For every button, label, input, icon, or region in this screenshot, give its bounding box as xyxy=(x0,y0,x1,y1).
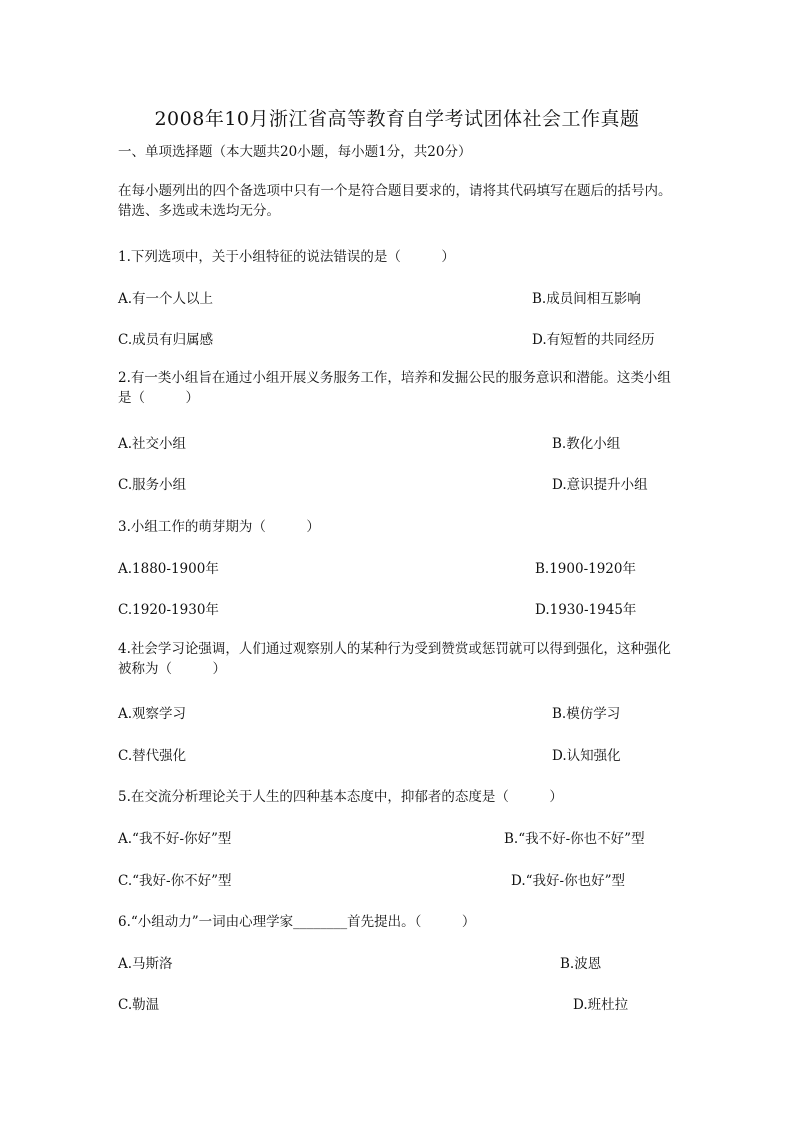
question-2-option-a: A.社交小组 xyxy=(118,436,187,452)
question-1-stem: 1.下列选项中，关于小组特征的说法错误的是（ ） xyxy=(118,249,455,265)
section-heading: 一、单项选择题（本大题共20小题，每小题1分，共20分） xyxy=(118,144,472,160)
question-4-stem: 4.社会学习论强调，人们通过观察别人的某种行为受到赞赏或惩罚就可以得到强化，这种强化被称为（ ） xyxy=(118,641,671,677)
question-4-option-c: C.替代强化 xyxy=(118,748,187,764)
question-1-option-a: A.有一个人以上 xyxy=(118,291,214,307)
question-6-option-d: D.班杜拉 xyxy=(573,997,629,1013)
question-3-option-d: D.1930-1945年 xyxy=(535,602,637,618)
question-3-option-c: C.1920-1930年 xyxy=(118,602,219,618)
question-4-option-b: B.模仿学习 xyxy=(552,706,621,722)
question-5-option-d: D.“我好-你也好”型 xyxy=(511,873,625,889)
question-6-option-c: C.勒温 xyxy=(118,997,160,1013)
question-2-stem: 2.有一类小组旨在通过小组开展义务服务工作，培养和发掘公民的服务意识和潜能。这类小组是（ ） xyxy=(118,370,671,406)
question-3-option-b: B.1900-1920年 xyxy=(535,561,636,577)
question-2-option-c: C.服务小组 xyxy=(118,477,187,493)
question-6-option-b: B.波恩 xyxy=(560,956,602,972)
question-1-option-c: C.成员有归属感 xyxy=(118,332,214,348)
question-3-stem: 3.小组工作的萌芽期为（ ） xyxy=(118,519,320,535)
question-2-option-b: B.教化小组 xyxy=(552,436,621,452)
question-5-option-b: B.“我不好-你也不好”型 xyxy=(504,831,645,847)
question-5-stem: 5.在交流分析理论关于人生的四种基本态度中，抑郁者的态度是（ ） xyxy=(118,789,563,805)
question-5-option-c: C.“我好-你不好”型 xyxy=(118,873,232,889)
question-5-option-a: A.“我不好-你好”型 xyxy=(118,831,232,847)
question-6-stem: 6.“小组动力”一词由心理学家________首先提出。（ ） xyxy=(118,914,476,930)
page-title: 2008年10月浙江省高等教育自学考试团体社会工作真题 xyxy=(154,108,640,130)
question-6-option-a: A.马斯洛 xyxy=(118,956,173,972)
instructions: 在每小题列出的四个备选项中只有一个是符合题目要求的，请将其代码填写在题后的括号内。错选、多选或未选均无分。 xyxy=(118,183,672,219)
question-4-option-d: D.认知强化 xyxy=(552,748,621,764)
question-2-option-d: D.意识提升小组 xyxy=(552,477,648,493)
question-1-option-b: B.成员间相互影响 xyxy=(532,291,641,307)
question-1-option-d: D.有短暂的共同经历 xyxy=(532,332,655,348)
question-3-option-a: A.1880-1900年 xyxy=(118,561,219,577)
question-4-option-a: A.观察学习 xyxy=(118,706,187,722)
